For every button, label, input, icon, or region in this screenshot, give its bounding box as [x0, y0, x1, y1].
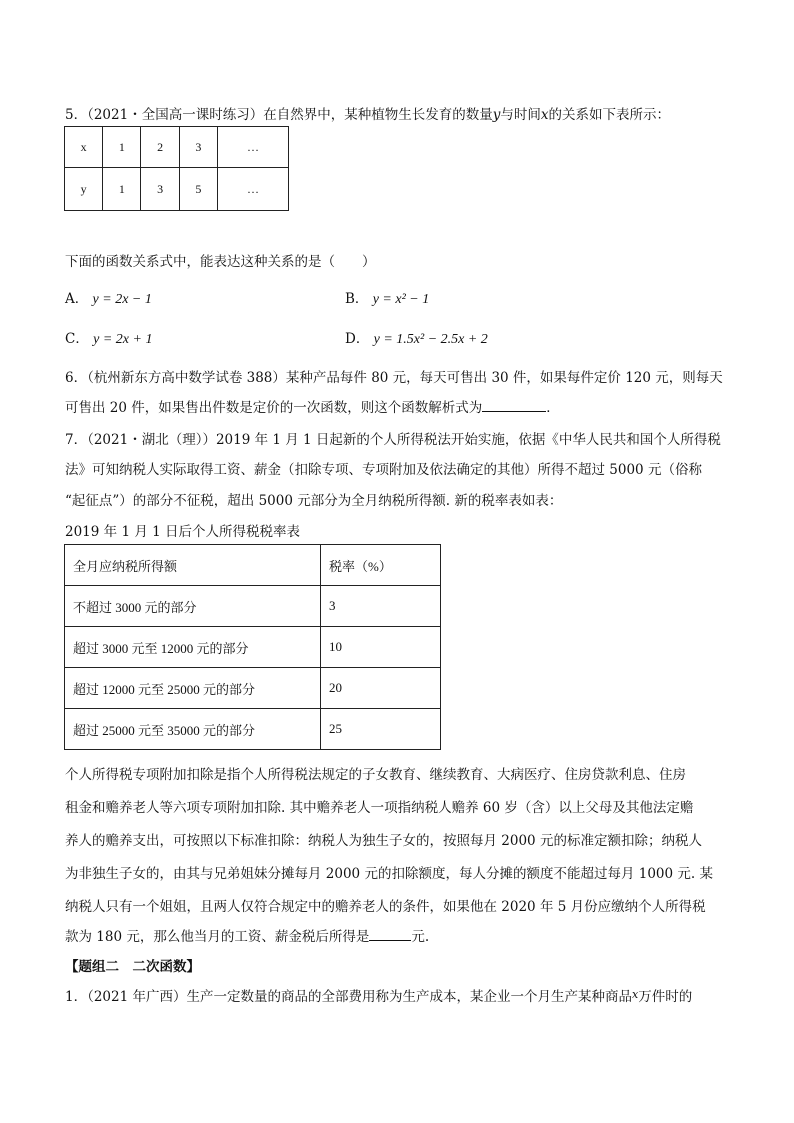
q7-para-line: 个人所得税专项附加扣除是指个人所得税法规定的子女教育、继续教育、大病医疗、住房贷款利息、住房: [65, 767, 686, 783]
table-cell: 1: [103, 168, 141, 211]
table-cell: 3: [179, 127, 217, 168]
table-cell: 超过 3000 元至 12000 元的部分: [65, 627, 321, 668]
q7-para-line: 为非独生子女的，由其与兄弟姐妹分摊每月 2000 元的扣除额度，每人分摊的额度不能超过每月 1000 元. 某: [65, 866, 713, 882]
table-row: [65, 709, 441, 750]
table-cell: 2: [141, 127, 179, 168]
var-x: x: [632, 988, 639, 1001]
var-y: y: [492, 107, 501, 123]
tax-rate-table: [64, 544, 441, 750]
q5-stem: 5．（2021・全国高一课时练习）在自然界中，某种植物生长发育的数量y与时间x的关系如下表所示：: [65, 107, 670, 123]
table-cell: 超过 25000 元至 35000 元的部分: [65, 709, 321, 750]
q7-para-line: 租金和赡养老人等六项专项附加扣除. 其中赡养老人一项指纳税人赡养 60 岁（含）以上父母及其他法定赡: [65, 800, 694, 816]
table-header-cell: 全月应纳税所得额: [65, 545, 321, 586]
table-row: [65, 668, 441, 709]
option-b[interactable]: B． y = x² − 1: [345, 291, 430, 307]
table-cell: y: [65, 168, 103, 211]
g2-q1-line1: 1．（2021 年广西）生产一定数量的商品的全部费用称为生产成本，某企业一个月生产某种商品$^x$万件时的: [65, 988, 693, 1005]
table-cell: 3: [141, 168, 179, 211]
table-cell: …: [217, 168, 288, 211]
q6-line1: 6．（杭州新东方高中数学试卷 388）某种产品每件 80 元，每天可售出 30 件，如果每件定价 120 元，则每天: [65, 370, 723, 386]
table-row: [65, 627, 441, 668]
option-a[interactable]: A． y = 2x − 1: [65, 291, 152, 307]
answer-blank[interactable]: [369, 928, 411, 941]
answer-blank[interactable]: [482, 399, 546, 412]
option-d[interactable]: D． y = 1.5x² − 2.5x + 2: [345, 331, 488, 347]
q7-line1: 7．（2021・湖北（理））2019 年 1 月 1 日起新的个人所得税法开始实施，依据《中华人民共和国个人所得税: [65, 432, 721, 448]
table-cell: 20: [321, 668, 441, 709]
table-row: [65, 127, 289, 168]
table-cell: 不超过 3000 元的部分: [65, 586, 321, 627]
table-cell: 1: [103, 127, 141, 168]
table-cell: …: [217, 127, 288, 168]
table-header-row: [65, 545, 441, 586]
var-x: x: [540, 107, 549, 123]
table-row: [65, 168, 289, 211]
q6-line2: 可售出 20 件，如果售出件数是定价的一次函数，则这个函数解析式为 ．: [65, 400, 560, 416]
table-cell: 3: [321, 586, 441, 627]
q7-line2: 法》可知纳税人实际取得工资、薪金（扣除专项、专项附加及依法确定的其他）所得不超过 5000 元（俗称: [65, 462, 702, 478]
q5-question: 下面的函数关系式中，能表达这种关系的是（ ）: [65, 254, 376, 270]
q7-para-line: 养人的赡养支出，可按照以下标准扣除：纳税人为独生子女的，按照每月 2000 元的标准定额扣除；纳税人: [65, 833, 702, 849]
q7-table-title: 2019 年 1 月 1 日后个人所得税税率表: [65, 524, 300, 540]
table-cell: 25: [321, 709, 441, 750]
table-cell: 超过 12000 元至 25000 元的部分: [65, 668, 321, 709]
q7-line3: “起征点”）的部分不征税，超出 5000 元部分为全月纳税所得额. 新的税率表如表：: [65, 493, 563, 509]
q7-para-line: 纳税人只有一个姐姐，且两人仅符合规定中的赡养老人的条件，如果他在 2020 年 5 月份应缴纳个人所得税: [65, 899, 706, 915]
table-cell: 10: [321, 627, 441, 668]
option-c[interactable]: C． y = 2x + 1: [65, 331, 153, 347]
table-row: [65, 586, 441, 627]
table-cell: x: [65, 127, 103, 168]
section-heading: 【题组二 二次函数】: [65, 959, 200, 975]
q5-table: [64, 126, 289, 211]
table-header-cell: 税率（%）: [321, 545, 441, 586]
table-cell: 5: [179, 168, 217, 211]
q7-last-line: 款为 180 元，那么他当月的工资、薪金税后所得是 元.: [65, 929, 430, 945]
